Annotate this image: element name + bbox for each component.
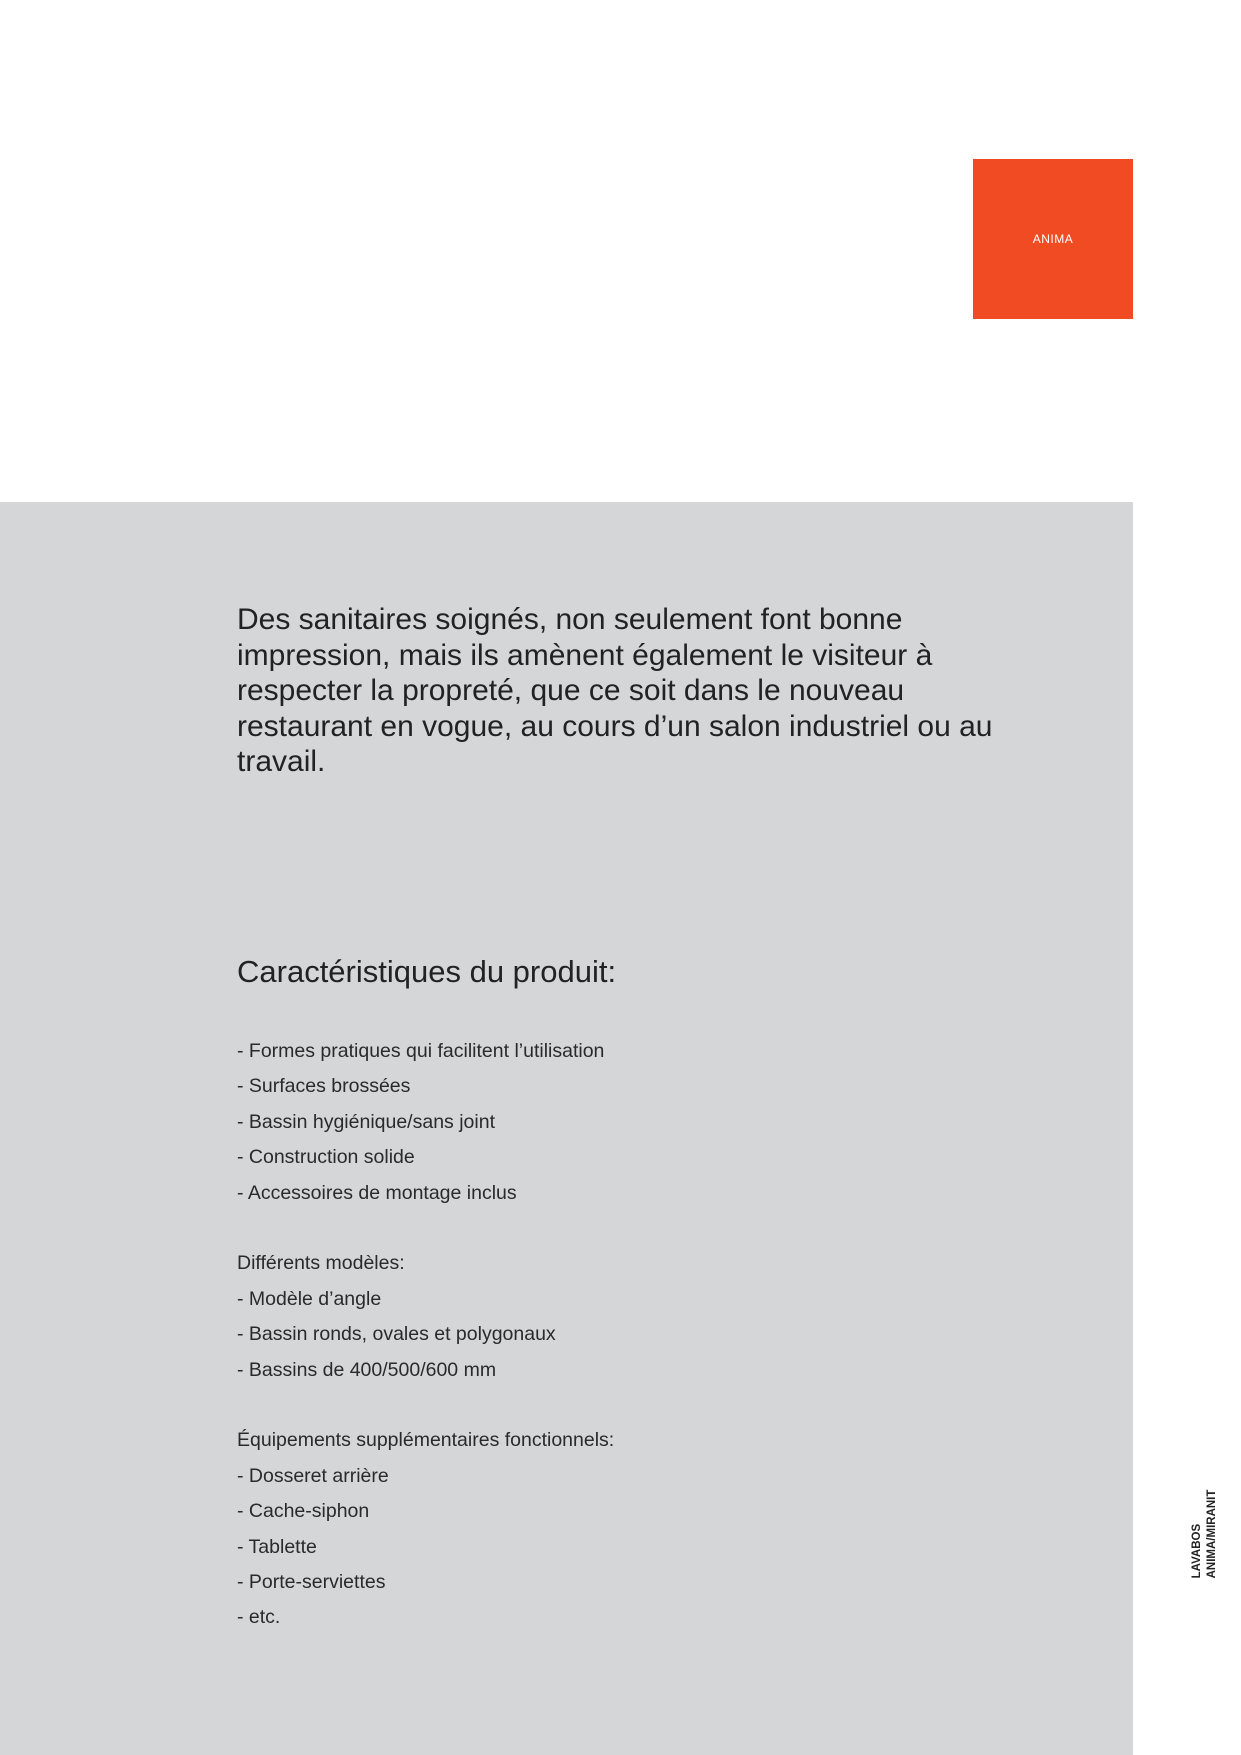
section-tag (973, 159, 1133, 319)
side-label-line-2: ANIMA/MIRANIT (1206, 1489, 1218, 1579)
list-item: - Porte-serviettes (237, 1571, 386, 1594)
list-item: - Tablette (237, 1535, 317, 1558)
list-item: - Construction solide (237, 1146, 415, 1169)
features-list (237, 1034, 614, 1636)
models-heading: Différents modèles: (237, 1252, 405, 1275)
list-item: - Surfaces brossées (237, 1075, 411, 1098)
equipment-heading: Équipements supplémentaires fonctionnels: (237, 1429, 615, 1452)
list-item: - etc. (237, 1606, 281, 1629)
list-item: - Modèle d’angle (237, 1287, 382, 1310)
list-item: - Bassin hygiénique/sans joint (237, 1110, 495, 1133)
list-item: - Accessoires de montage inclus (237, 1181, 517, 1204)
list-item: - Dosseret arrière (237, 1464, 389, 1487)
list-item: - Formes pratiques qui facilitent l’utilisation (237, 1040, 605, 1062)
features-heading: Caractéristiques du produit: (237, 954, 617, 989)
side-label-line-1: LAVABOS (1191, 1523, 1203, 1579)
list-item: - Cache-siphon (237, 1500, 370, 1523)
list-spacer (237, 1211, 614, 1246)
intro-paragraph: Des sanitaires soignés, non seulement font bonne impression, mais ils amènent également le visiteur à respecter la propreté, que ce soit dans le nouveau restaurant en vogue, au cours d’un salon industriel ou au travail. (237, 603, 993, 778)
section-tag-label: ANIMA (1032, 232, 1074, 246)
list-spacer (237, 1388, 614, 1423)
side-section-label (1190, 1490, 1220, 1579)
list-item: - Bassin ronds, ovales et polygonaux (237, 1323, 556, 1346)
list-item: - Bassins de 400/500/600 mm (237, 1358, 497, 1381)
